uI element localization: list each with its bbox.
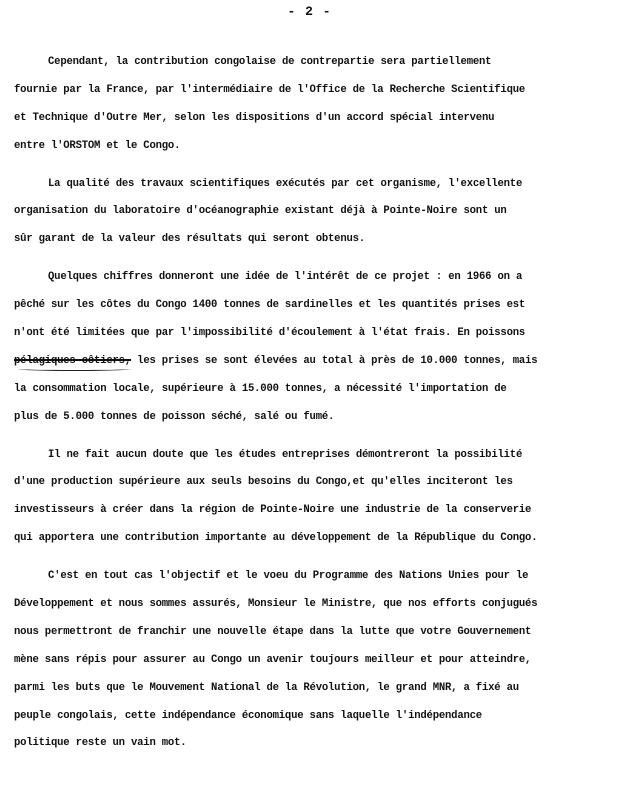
struck-text: pélagiques côtiers, (14, 354, 131, 367)
paragraph-gap (14, 559, 604, 569)
text-line: La qualité des travaux scientifiques exécutés par cet organisme, l'excellente (48, 177, 523, 190)
text-line: nous permettront de franchir une nouvelle étape dans la lutte que votre Gouvernement (14, 625, 532, 638)
text-line: Il ne fait aucun doute que les études entreprises démontreront la possibilité (48, 448, 523, 461)
text-line: entre l'ORSTOM et le Congo. (14, 139, 181, 152)
text-line: investisseurs à créer dans la région de Pointe-Noire une industrie de la conserverie (14, 504, 532, 517)
text-line: mène sans répis pour assurer au Congo un avenir toujours meilleur et pour atteindre, (14, 653, 532, 666)
paragraph-gap (14, 438, 604, 448)
body-text (14, 55, 604, 764)
text-line: Développement et nous sommes assurés, Monsieur le Ministre, que nos efforts conjugués (14, 598, 538, 611)
text-line: la consommation locale, supérieure à 15.000 tonnes, a nécessité l'importation de (14, 382, 507, 395)
text-line: qui apportera une contribution importante au développement de la République du Congo. (14, 532, 538, 545)
text-line: fournie par la France, par l'intermédiaire de l'Office de la Recherche Scientifique (14, 83, 526, 96)
text-line: peuple congolais, cette indépendance économique sans laquelle l'indépendance (14, 709, 482, 722)
text-line: Quelques chiffres donneront une idée de l'intérêt de ce projet : en 1966 on a (48, 271, 523, 284)
text-line: sûr garant de la valeur des résultats qui seront obtenus. (14, 233, 365, 246)
text-line: et Technique d'Outre Mer, selon les dispositions d'un accord spécial intervenu (14, 111, 495, 124)
text-line: d'une production supérieure aux seuls besoins du Congo,et qu'elles inciteront les (14, 476, 513, 489)
text-line: parmi les buts que le Mouvement National de la Révolution, le grand MNR, a fixé au (14, 681, 519, 694)
text-line: Cependant, la contribution congolaise de contrepartie sera partiellement (48, 56, 492, 68)
text-line: pélagiques côtiers, les prises se sont élevées au total à près de 10.000 tonnes, mais (14, 354, 538, 367)
text-line: politique reste un vain mot. (14, 737, 187, 750)
text-line: C'est en tout cas l'objectif et le voeu du Programme des Nations Unies pour le (48, 570, 529, 583)
text-line: plus de 5.000 tonnes de poisson séché, salé ou fumé. (14, 410, 335, 423)
paragraph-gap (14, 260, 604, 270)
text-line: organisation du laboratoire d'océanographie existant déjà à Pointe-Noire sont un (14, 205, 507, 218)
text-line: pêché sur les côtes du Congo 1400 tonnes de sardinelles et les quantités prises est (14, 299, 526, 312)
paragraph-gap (14, 167, 604, 177)
page-number: - 2 - (287, 4, 332, 19)
text-line: n'ont été limitées que par l'impossibilité d'écoulement à l'état frais. En poissons (14, 327, 526, 340)
